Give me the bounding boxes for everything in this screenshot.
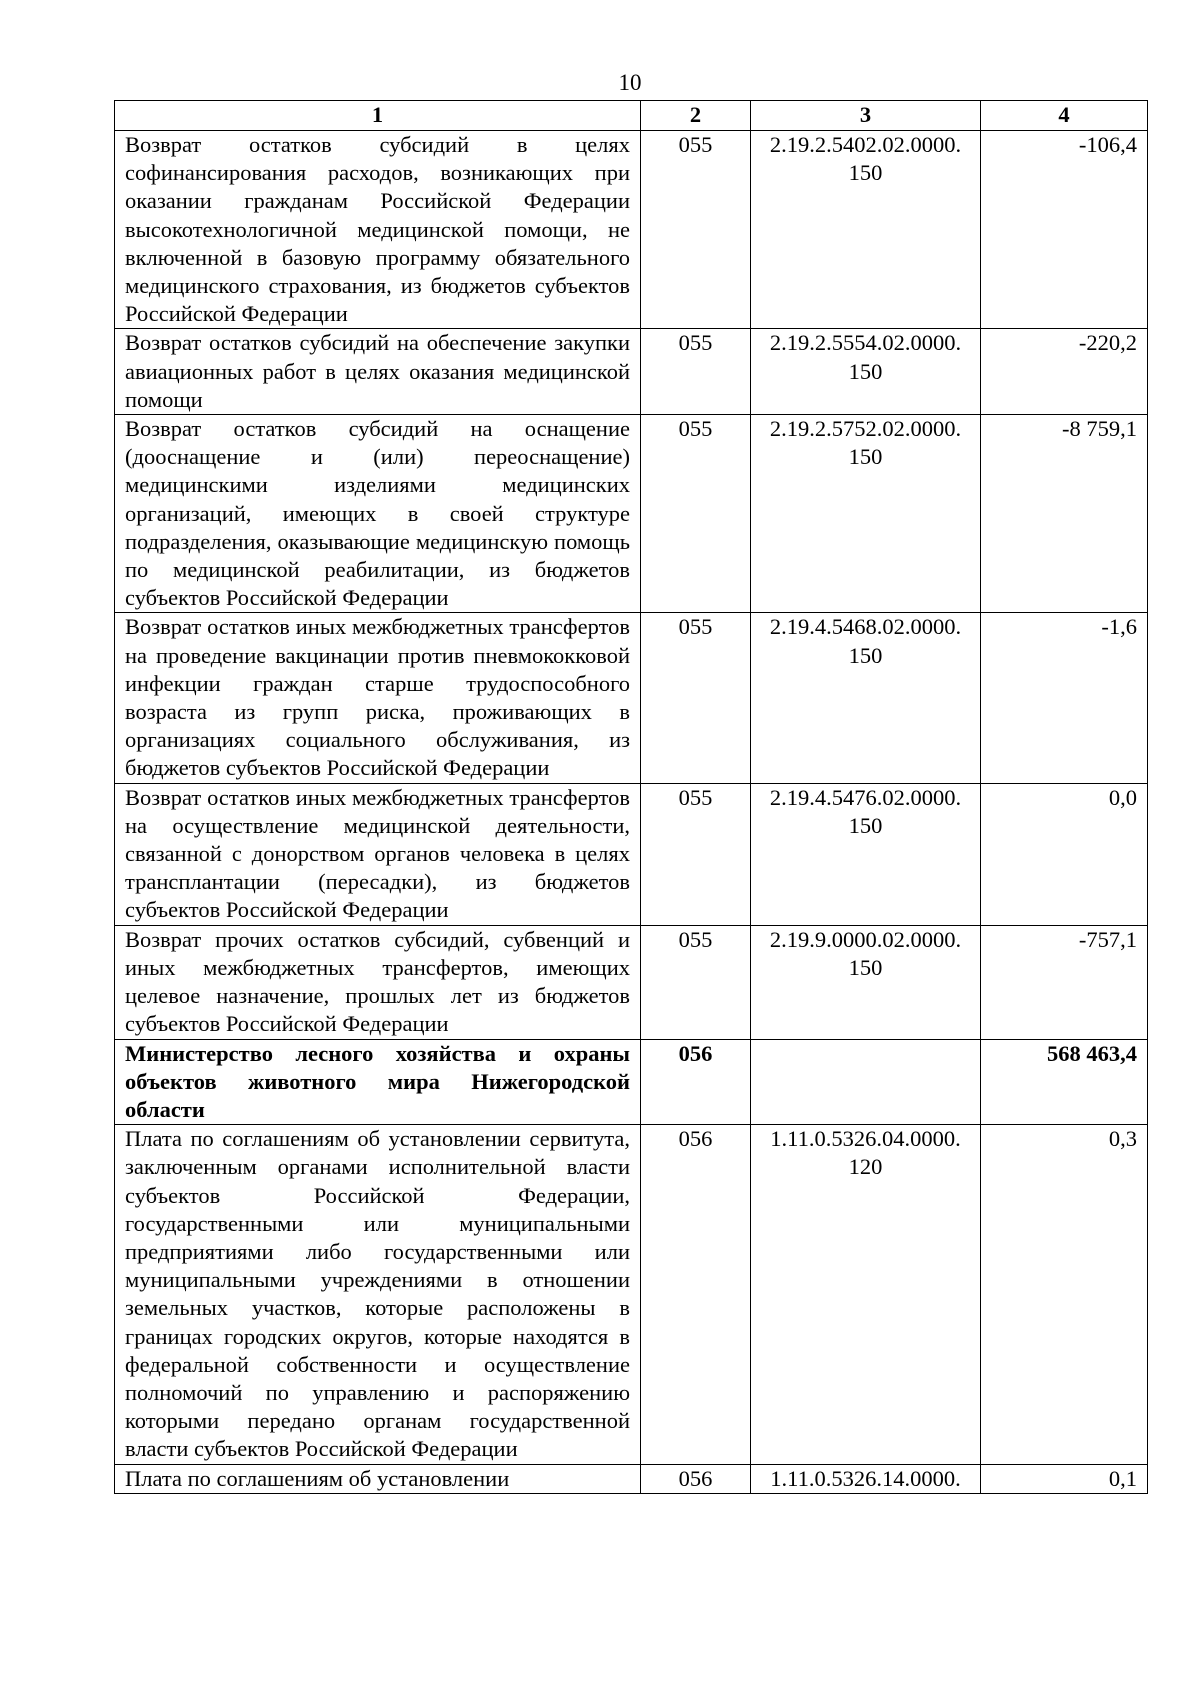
income-name: Возврат остатков субсидий на обеспечение закупки авиационных работ в целях оказания медицинской помощи (115, 329, 641, 415)
classification-code-main: 2.19.2.5554.02.0000. (769, 330, 962, 356)
table-row (115, 415, 1148, 613)
classification-code-suffix: 150 (848, 642, 883, 668)
income-name: Плата по соглашениям об установлении (115, 1464, 641, 1493)
classification-code: 1.11.0.5326.14.0000. (751, 1464, 981, 1493)
column-header-4: 4 (981, 101, 1148, 131)
income-name: Возврат остатков субсидий на оснащение (дооснащение и (или) переоснащение) медицинскими изделиями медицинских организаций, имеющих в своей структуре подразделения, оказывающие медицинскую помощь по медицинской реабилитации, из бюджетов субъектов Российской Федерации (115, 415, 641, 613)
classification-code (751, 783, 981, 925)
table-row (115, 925, 1148, 1039)
income-name: Плата по соглашениям об установлении сервитута, заключенным органами исполнительной власти субъектов Российской Федерации, государственными или муниципальными предприятиями либо государственными или муниципальными учреждениями в отношении земельных участков, которые расположены в границах городских округов, которые находятся в федеральной собственности и осуществление полномочий по управлению и распоряжению которыми передано органам государственной власти субъектов Российской Федерации (115, 1125, 641, 1464)
classification-code (751, 131, 981, 329)
classification-code-main: 2.19.9.0000.02.0000. (769, 926, 962, 952)
admin-code: 055 (641, 613, 751, 783)
admin-code: 055 (641, 783, 751, 925)
classification-code-main: 1.11.0.5326.04.0000. (770, 1126, 961, 1152)
classification-code (751, 329, 981, 415)
classification-code-main: 2.19.4.5476.02.0000. (769, 784, 962, 810)
admin-code: 056 (641, 1039, 751, 1125)
amount: -757,1 (981, 925, 1148, 1039)
table-header-row (115, 101, 1148, 131)
table-row (115, 329, 1148, 415)
classification-code (751, 415, 981, 613)
amount: -8 759,1 (981, 415, 1148, 613)
table-row (115, 131, 1148, 329)
amount: 0,0 (981, 783, 1148, 925)
amount: -1,6 (981, 613, 1148, 783)
page-number: 10 (618, 70, 642, 95)
classification-code (751, 1125, 981, 1464)
classification-code-suffix: 150 (848, 954, 883, 980)
table-row-ministry-total (115, 1039, 1148, 1125)
column-header-2: 2 (641, 101, 751, 131)
column-header-3: 3 (751, 101, 981, 131)
admin-code: 056 (641, 1125, 751, 1464)
table-row (115, 613, 1148, 783)
table-row (115, 783, 1148, 925)
ministry-total-amount: 568 463,4 (981, 1039, 1148, 1125)
amount: -220,2 (981, 329, 1148, 415)
income-name: Возврат остатков иных межбюджетных трансфертов на осуществление медицинской деятельности, связанной с донорством органов человека в целях трансплантации (пересадки), из бюджетов субъектов Российской Федерации (115, 783, 641, 925)
table-row (115, 1464, 1148, 1493)
classification-code-suffix: 120 (848, 1154, 883, 1180)
classification-code (751, 1039, 981, 1125)
admin-code: 055 (641, 329, 751, 415)
classification-code (751, 925, 981, 1039)
column-header-1: 1 (115, 101, 641, 131)
amount: -106,4 (981, 131, 1148, 329)
income-name: Возврат остатков иных межбюджетных трансфертов на проведение вакцинации против пневмококковой инфекции граждан старше трудоспособного возраста из групп риска, проживающих в организациях социального обслуживания, из бюджетов субъектов Российской Федерации (115, 613, 641, 783)
classification-code-suffix: 150 (848, 812, 883, 838)
classification-code (751, 613, 981, 783)
classification-code-main: 2.19.2.5752.02.0000. (769, 416, 962, 442)
admin-code: 055 (641, 131, 751, 329)
income-name: Возврат прочих остатков субсидий, субвенций и иных межбюджетных трансфертов, имеющих целевое назначение, прошлых лет из бюджетов субъектов Российской Федерации (115, 925, 641, 1039)
classification-code-suffix: 150 (848, 444, 883, 470)
admin-code: 055 (641, 925, 751, 1039)
admin-code: 055 (641, 415, 751, 613)
revenue-table (114, 100, 1148, 1494)
classification-code-main: 2.19.4.5468.02.0000. (769, 614, 962, 640)
classification-code-suffix: 150 (848, 358, 883, 384)
ministry-name: Министерство лесного хозяйства и охраны объектов животного мира Нижегородской области (115, 1039, 641, 1125)
income-name: Возврат остатков субсидий в целях софинансирования расходов, возникающих при оказании гражданам Российской Федерации высокотехнологичной медицинской помощи, не включенной в базовую программу обязательного медицинского страхования, из бюджетов субъектов Российской Федерации (115, 131, 641, 329)
amount: 0,1 (981, 1464, 1148, 1493)
classification-code-main: 2.19.2.5402.02.0000. (769, 132, 962, 157)
table-row (115, 1125, 1148, 1464)
admin-code: 056 (641, 1464, 751, 1493)
amount: 0,3 (981, 1125, 1148, 1464)
classification-code-suffix: 150 (848, 160, 883, 186)
